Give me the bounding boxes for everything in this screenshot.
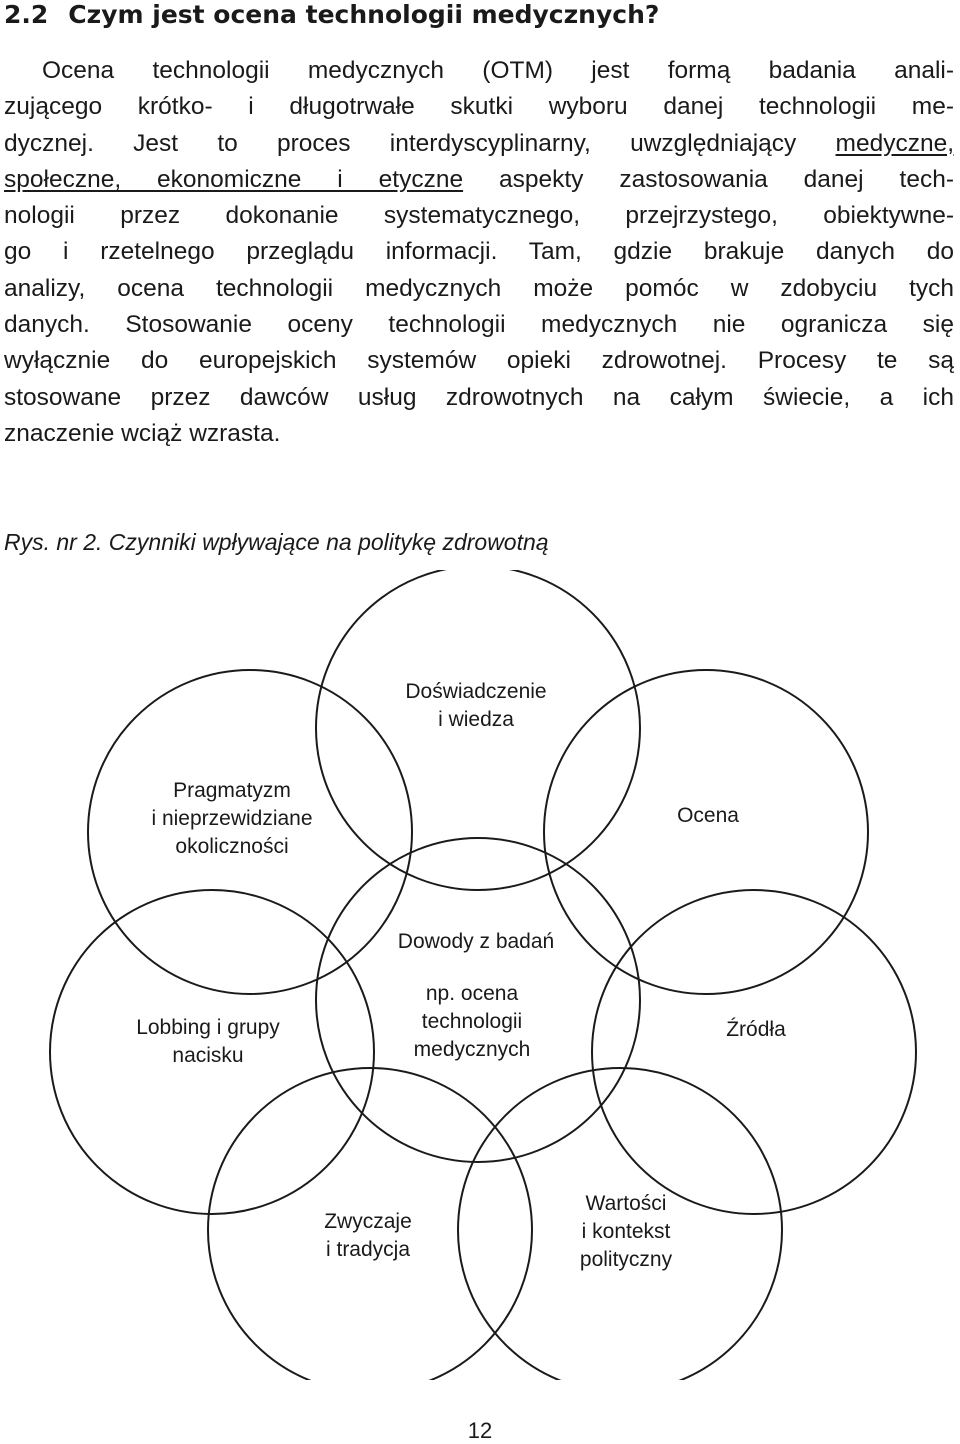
- factor-label-values: [580, 1192, 673, 1271]
- paragraph-line: [4, 162, 954, 198]
- underlined-phrase: społeczne, ekonomiczne i etyczne: [4, 165, 464, 193]
- label-line: Źródła: [726, 1018, 786, 1041]
- section-title: Czym jest ocena technologii medycznych?: [68, 0, 660, 29]
- paragraph-line: Ocena technologii medycznych (OTM) jest formą badania anali-: [42, 57, 954, 84]
- factor-label-evaluation: [677, 804, 739, 827]
- paragraph-line: wyłącznie do europejskich systemów opieki zdrowotnej. Procesy te są: [4, 347, 954, 375]
- factor-label-lobbying: [136, 1016, 280, 1067]
- label-line: Lobbing i grupy: [136, 1016, 280, 1039]
- label-line: Zwyczaje: [324, 1210, 412, 1233]
- health-policy-factors-diagram: [0, 570, 960, 1380]
- paragraph-text: dycznej. Jest to proces interdyscyplinarny, uwzględniający: [4, 129, 836, 157]
- label-line: Doświadczenie: [405, 680, 547, 703]
- factor-label-sources: [726, 1018, 786, 1041]
- paragraph-line: analizy, ocena technologii medycznych może pomóc w zdobyciu tych: [4, 274, 954, 302]
- label-line: Ocena: [677, 804, 739, 827]
- factor-circle: [592, 890, 916, 1214]
- section-number: 2.2: [4, 0, 49, 29]
- figure-caption: Rys. nr 2. Czynniki wpływające na politykę zdrowotną: [4, 529, 549, 555]
- factor-label-habits: [324, 1210, 412, 1261]
- body-paragraph: [4, 53, 954, 452]
- underlined-phrase: medyczne,: [835, 129, 954, 157]
- label-line: nacisku: [172, 1044, 244, 1067]
- paragraph-line: znaczenie wciąż wzrasta.: [4, 419, 281, 447]
- label-line: i kontekst: [581, 1220, 671, 1243]
- paragraph-line: zującego krótko- i długotrwałe skutki wyboru danej technologii me-: [4, 93, 954, 121]
- factor-label-pragmatism: [151, 779, 312, 858]
- label-line: technologii: [421, 1010, 523, 1033]
- label-line: okoliczności: [175, 835, 289, 858]
- section-heading: [4, 0, 659, 32]
- label-line: np. ocena: [425, 982, 519, 1005]
- factor-circle: [544, 670, 868, 994]
- label-line: polityczny: [579, 1248, 673, 1271]
- label-line: i wiedza: [438, 708, 514, 731]
- paragraph-line: stosowane przez dawców usług zdrowotnych na całym świecie, a ich: [4, 383, 954, 411]
- label-line: Pragmatyzm: [173, 779, 291, 802]
- label-line: medycznych: [413, 1038, 531, 1061]
- label-line: Wartości: [585, 1192, 667, 1215]
- paragraph-line: danych. Stosowanie oceny technologii medycznych nie ogranicza się: [4, 311, 954, 339]
- factor-label-experience: [405, 680, 546, 731]
- paragraph-line: [4, 126, 954, 162]
- paragraph-text: aspekty zastosowania danej tech-: [498, 165, 954, 193]
- label-line: i nieprzewidziane: [151, 807, 313, 830]
- page-number: 12: [467, 1418, 493, 1443]
- paragraph-line: go i rzetelnego przeglądu informacji. Tam, gdzie brakuje danych do: [4, 238, 954, 266]
- center-label: [414, 982, 531, 1061]
- paragraph-line: nologii przez dokonanie systematycznego, przejrzystego, obiektywne-: [4, 202, 954, 230]
- factor-circle: [88, 670, 412, 994]
- center-title: Dowody z badań: [397, 930, 555, 953]
- label-line: i tradycja: [325, 1238, 411, 1261]
